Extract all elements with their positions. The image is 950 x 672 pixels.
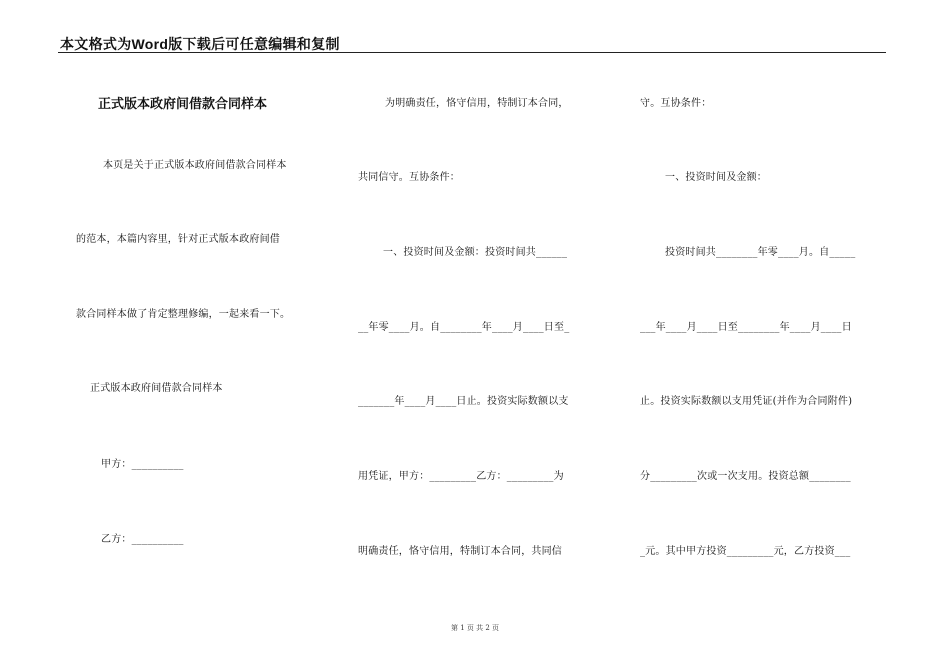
paragraph-line: _元。其中甲方投资_________元，乙方投资___ bbox=[640, 546, 851, 557]
paragraph-line: _______年____月____日止。投资实际数额以支 bbox=[358, 396, 569, 407]
paragraph-line: 一、投资时间及金额：投资时间共______ bbox=[383, 247, 568, 258]
paragraph-line: 明确责任，恪守信用，特制订本合同，共同信 bbox=[358, 546, 562, 557]
paragraph-line: 分_________次或一次支用。投资总额________ bbox=[640, 471, 851, 482]
paragraph-line: ___年____月____日至________年____月____日 bbox=[640, 322, 852, 333]
document-header-title: 本文格式为Word版下载后可任意编辑和复制 bbox=[60, 36, 340, 52]
paragraph-line: 款合同样本做了肯定整理修编，一起来看一下。 bbox=[76, 309, 291, 320]
paragraph-line: 守。互协条件： bbox=[640, 98, 712, 109]
paragraph-line: 为明确责任，恪守信用，特制订本合同， bbox=[385, 98, 569, 109]
document-title: 正式版本政府间借款合同样本 bbox=[98, 96, 268, 111]
header-divider bbox=[58, 52, 886, 53]
paragraph-line: 一、投资时间及金额： bbox=[665, 172, 767, 183]
paragraph-line: 正式版本政府间借款合同样本 bbox=[90, 383, 223, 394]
paragraph-line: __年零____月。自________年____月____日至_ bbox=[358, 322, 570, 333]
paragraph-line: 共同信守。互协条件： bbox=[358, 172, 460, 183]
paragraph-line: 的范本，本篇内容里，针对正式版本政府间借 bbox=[76, 234, 280, 245]
party-a-line: 甲方：__________ bbox=[101, 459, 184, 470]
paragraph-line: 本页是关于正式版本政府间借款合同样本 bbox=[103, 160, 287, 171]
paragraph-line: 投资时间共________年零____月。自_____ bbox=[665, 247, 856, 258]
paragraph-line: 止。投资实际数额以支用凭证(并作为合同附件) bbox=[640, 396, 853, 407]
paragraph-line: 用凭证，甲方：_________乙方：_________为 bbox=[358, 471, 564, 482]
party-b-line: 乙方：__________ bbox=[101, 534, 184, 545]
page-number-footer: 第 1 页 共 2 页 bbox=[450, 624, 500, 632]
